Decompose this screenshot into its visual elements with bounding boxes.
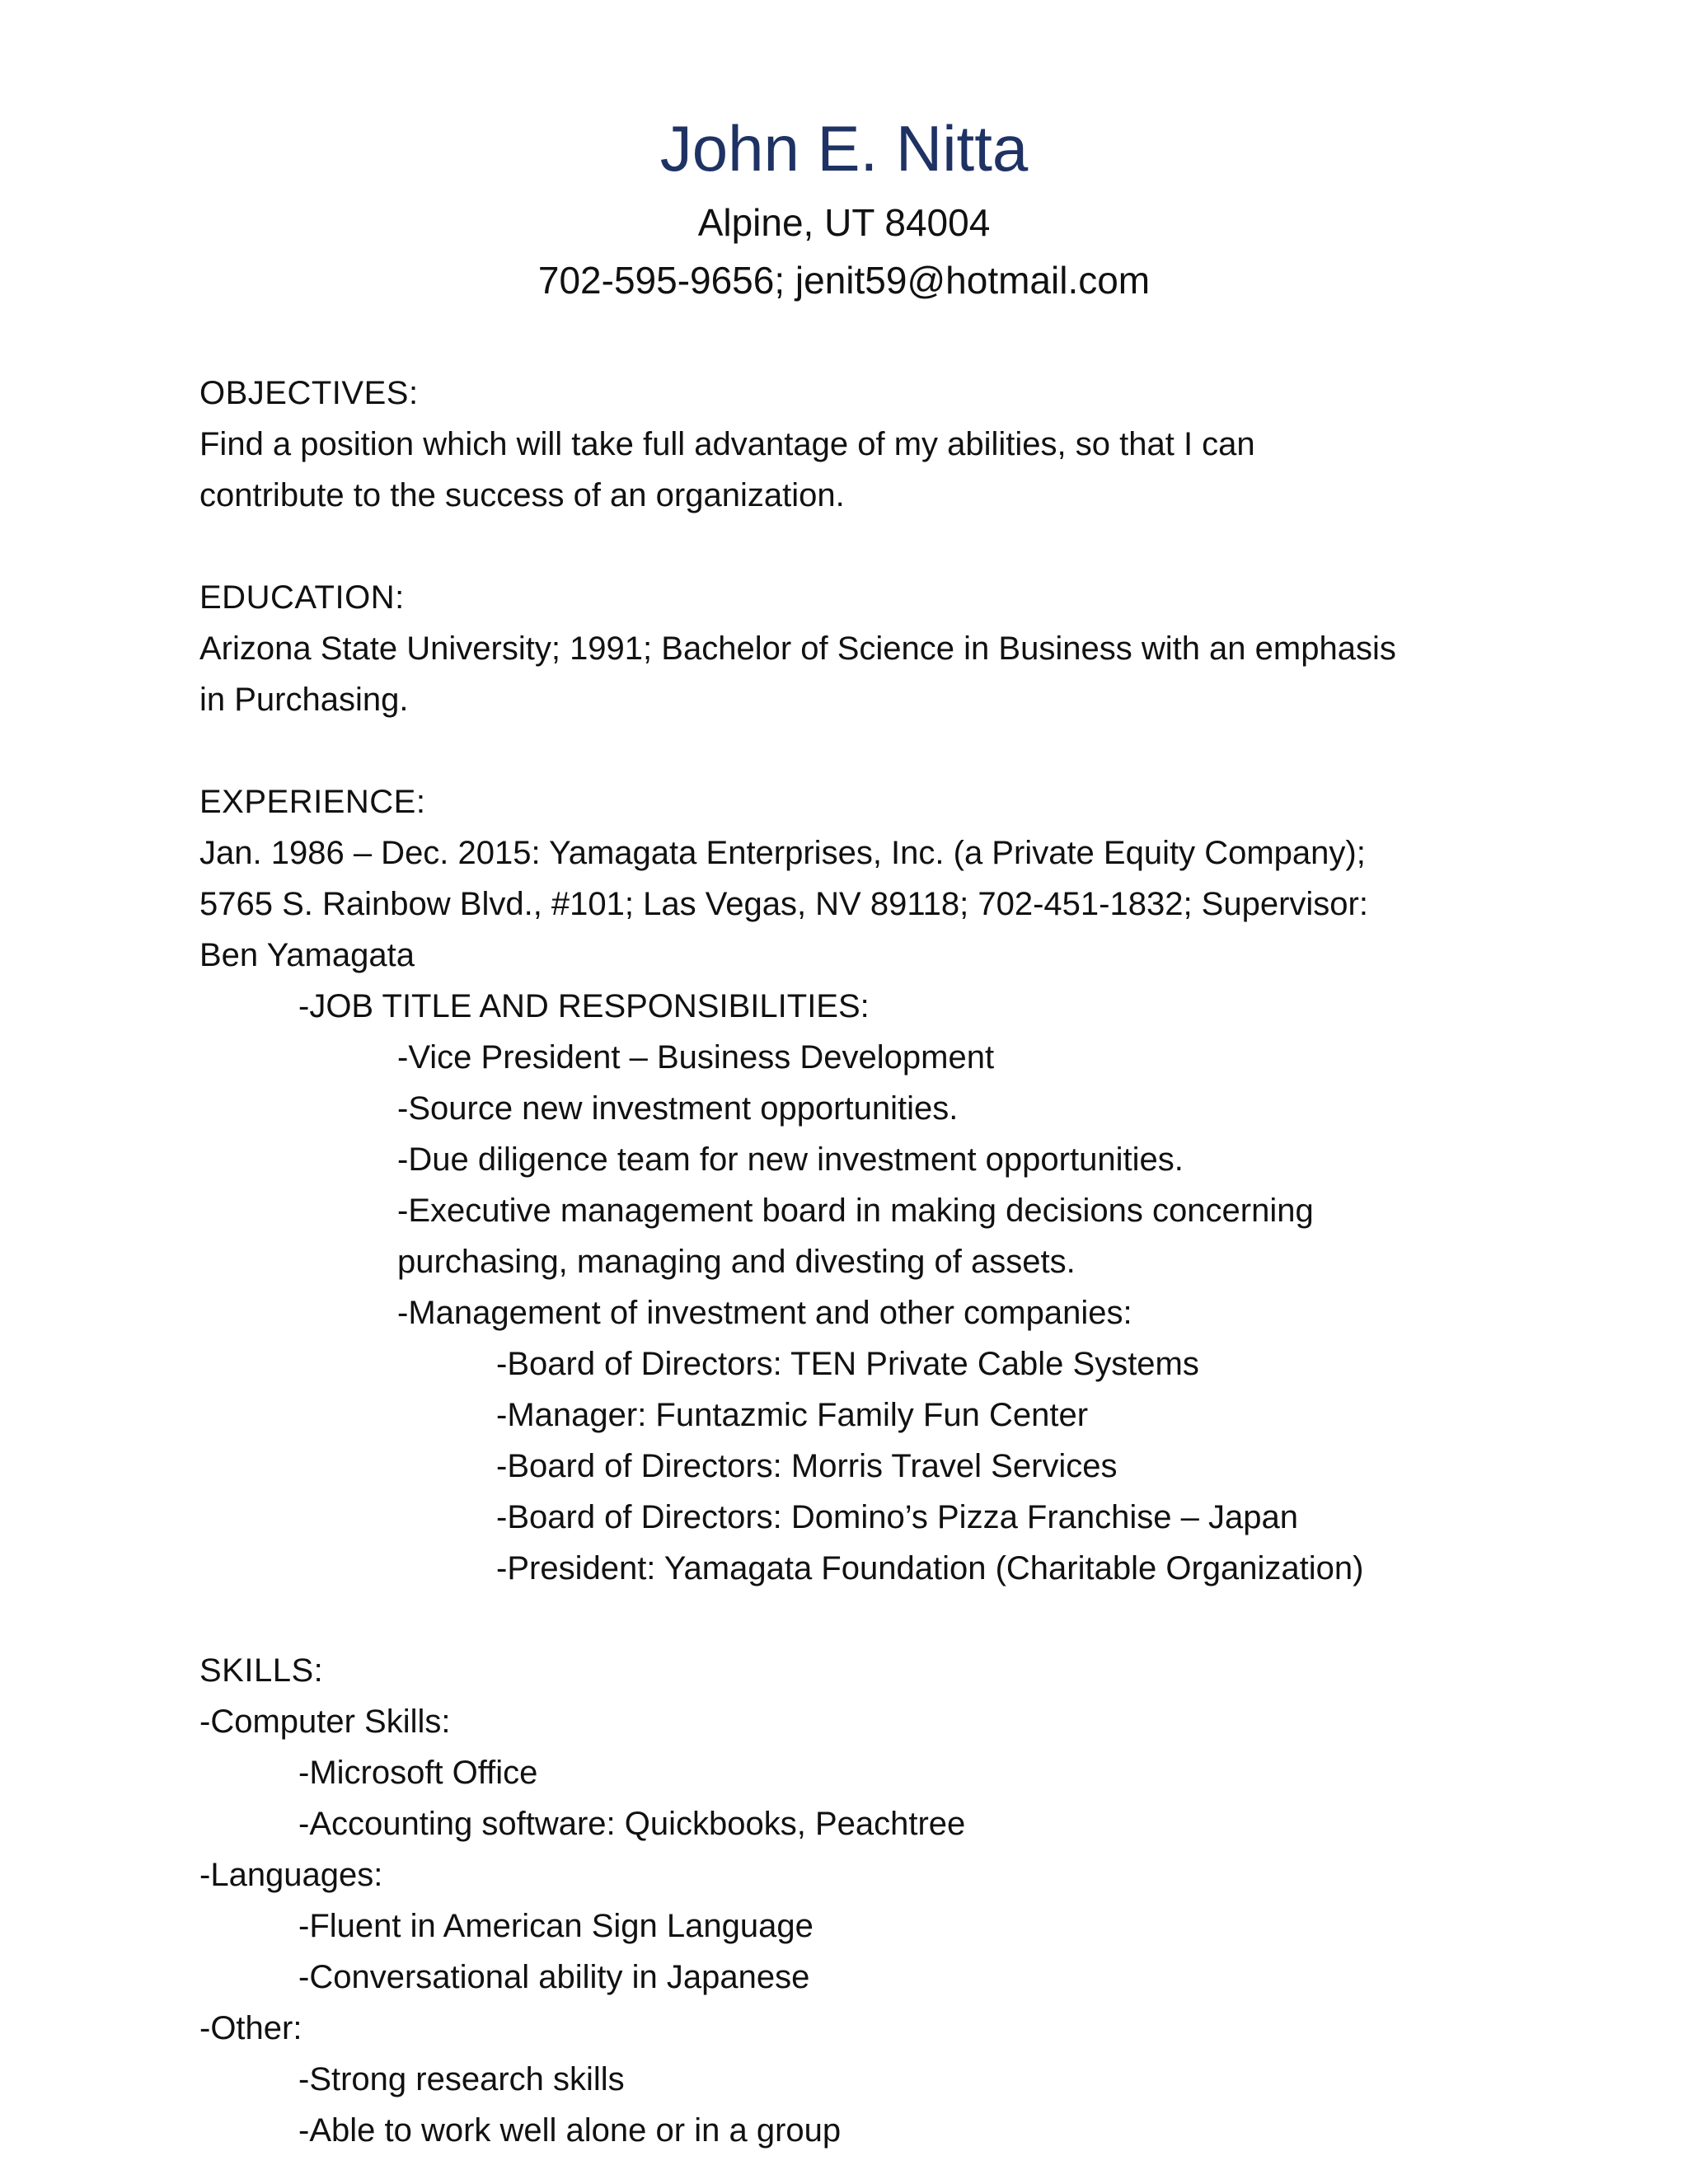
company-role-item: -Manager: Funtazmic Family Fun Center [496, 1397, 1089, 1433]
resume-header [0, 103, 1688, 309]
skill-item: -Fluent in American Sign Language [298, 1908, 814, 1944]
phone-email-line: 702-595-9656; jenit59@hotmail.com [537, 259, 1151, 302]
address-line: Alpine, UT 84004 [697, 201, 991, 244]
employer-line: 5765 S. Rainbow Blvd., #101; Las Vegas, NV 89118; 702-451-1832; Supervisor: [199, 886, 1368, 922]
education-text-line: in Purchasing. [199, 682, 409, 718]
experience-section [199, 776, 1551, 1594]
skill-item: -Able to work well alone or in a group [298, 2112, 842, 2149]
skills-section [199, 1645, 1551, 2156]
responsibility-item: -Due diligence team for new investment opportunities. [397, 1141, 1184, 1178]
resume-body [199, 368, 1551, 2156]
responsibility-item: -Management of investment and other companies: [397, 1295, 1132, 1331]
experience-heading: EXPERIENCE: [199, 784, 426, 820]
skill-category-label: -Computer Skills: [199, 1704, 451, 1740]
responsibility-item: -Vice President – Business Development [397, 1039, 995, 1076]
education-heading: EDUCATION: [199, 579, 405, 616]
objectives-text-line: Find a position which will take full advantage of my abilities, so that I can [199, 426, 1255, 462]
job-title-heading: -JOB TITLE AND RESPONSIBILITIES: [298, 988, 870, 1024]
skill-item: -Microsoft Office [298, 1755, 538, 1791]
skill-category-label: -Languages: [199, 1857, 383, 1893]
skill-item: -Accounting software: Quickbooks, Peachtree [298, 1806, 966, 1842]
section-spacer [199, 725, 1551, 776]
responsibility-item: purchasing, managing and divesting of assets. [397, 1244, 1076, 1280]
skill-category-label: -Other: [199, 2010, 302, 2046]
section-spacer [199, 1594, 1551, 1645]
responsibility-item: -Source new investment opportunities. [397, 1090, 959, 1127]
company-role-item: -Board of Directors: Domino’s Pizza Franchise – Japan [496, 1499, 1299, 1535]
candidate-name: John E. Nitta [659, 112, 1029, 185]
company-role-item: -Board of Directors: TEN Private Cable Systems [496, 1346, 1199, 1382]
section-spacer [199, 521, 1551, 572]
skill-item: -Conversational ability in Japanese [298, 1959, 810, 1995]
education-section [199, 572, 1551, 725]
company-role-item: -Board of Directors: Morris Travel Services [496, 1448, 1118, 1484]
company-role-item: -President: Yamagata Foundation (Charitable Organization) [496, 1550, 1364, 1586]
skills-heading: SKILLS: [199, 1652, 324, 1689]
education-text-line: Arizona State University; 1991; Bachelor of Science in Business with an emphasis [199, 630, 1396, 667]
employer-line: Ben Yamagata [199, 937, 415, 973]
objectives-section [199, 368, 1551, 521]
employer-line: Jan. 1986 – Dec. 2015: Yamagata Enterprises, Inc. (a Private Equity Company); [199, 835, 1366, 871]
responsibility-item: -Executive management board in making decisions concerning [397, 1193, 1314, 1229]
objectives-heading: OBJECTIVES: [199, 375, 419, 411]
objectives-text-line: contribute to the success of an organization. [199, 477, 845, 513]
skill-item: -Strong research skills [298, 2061, 625, 2097]
